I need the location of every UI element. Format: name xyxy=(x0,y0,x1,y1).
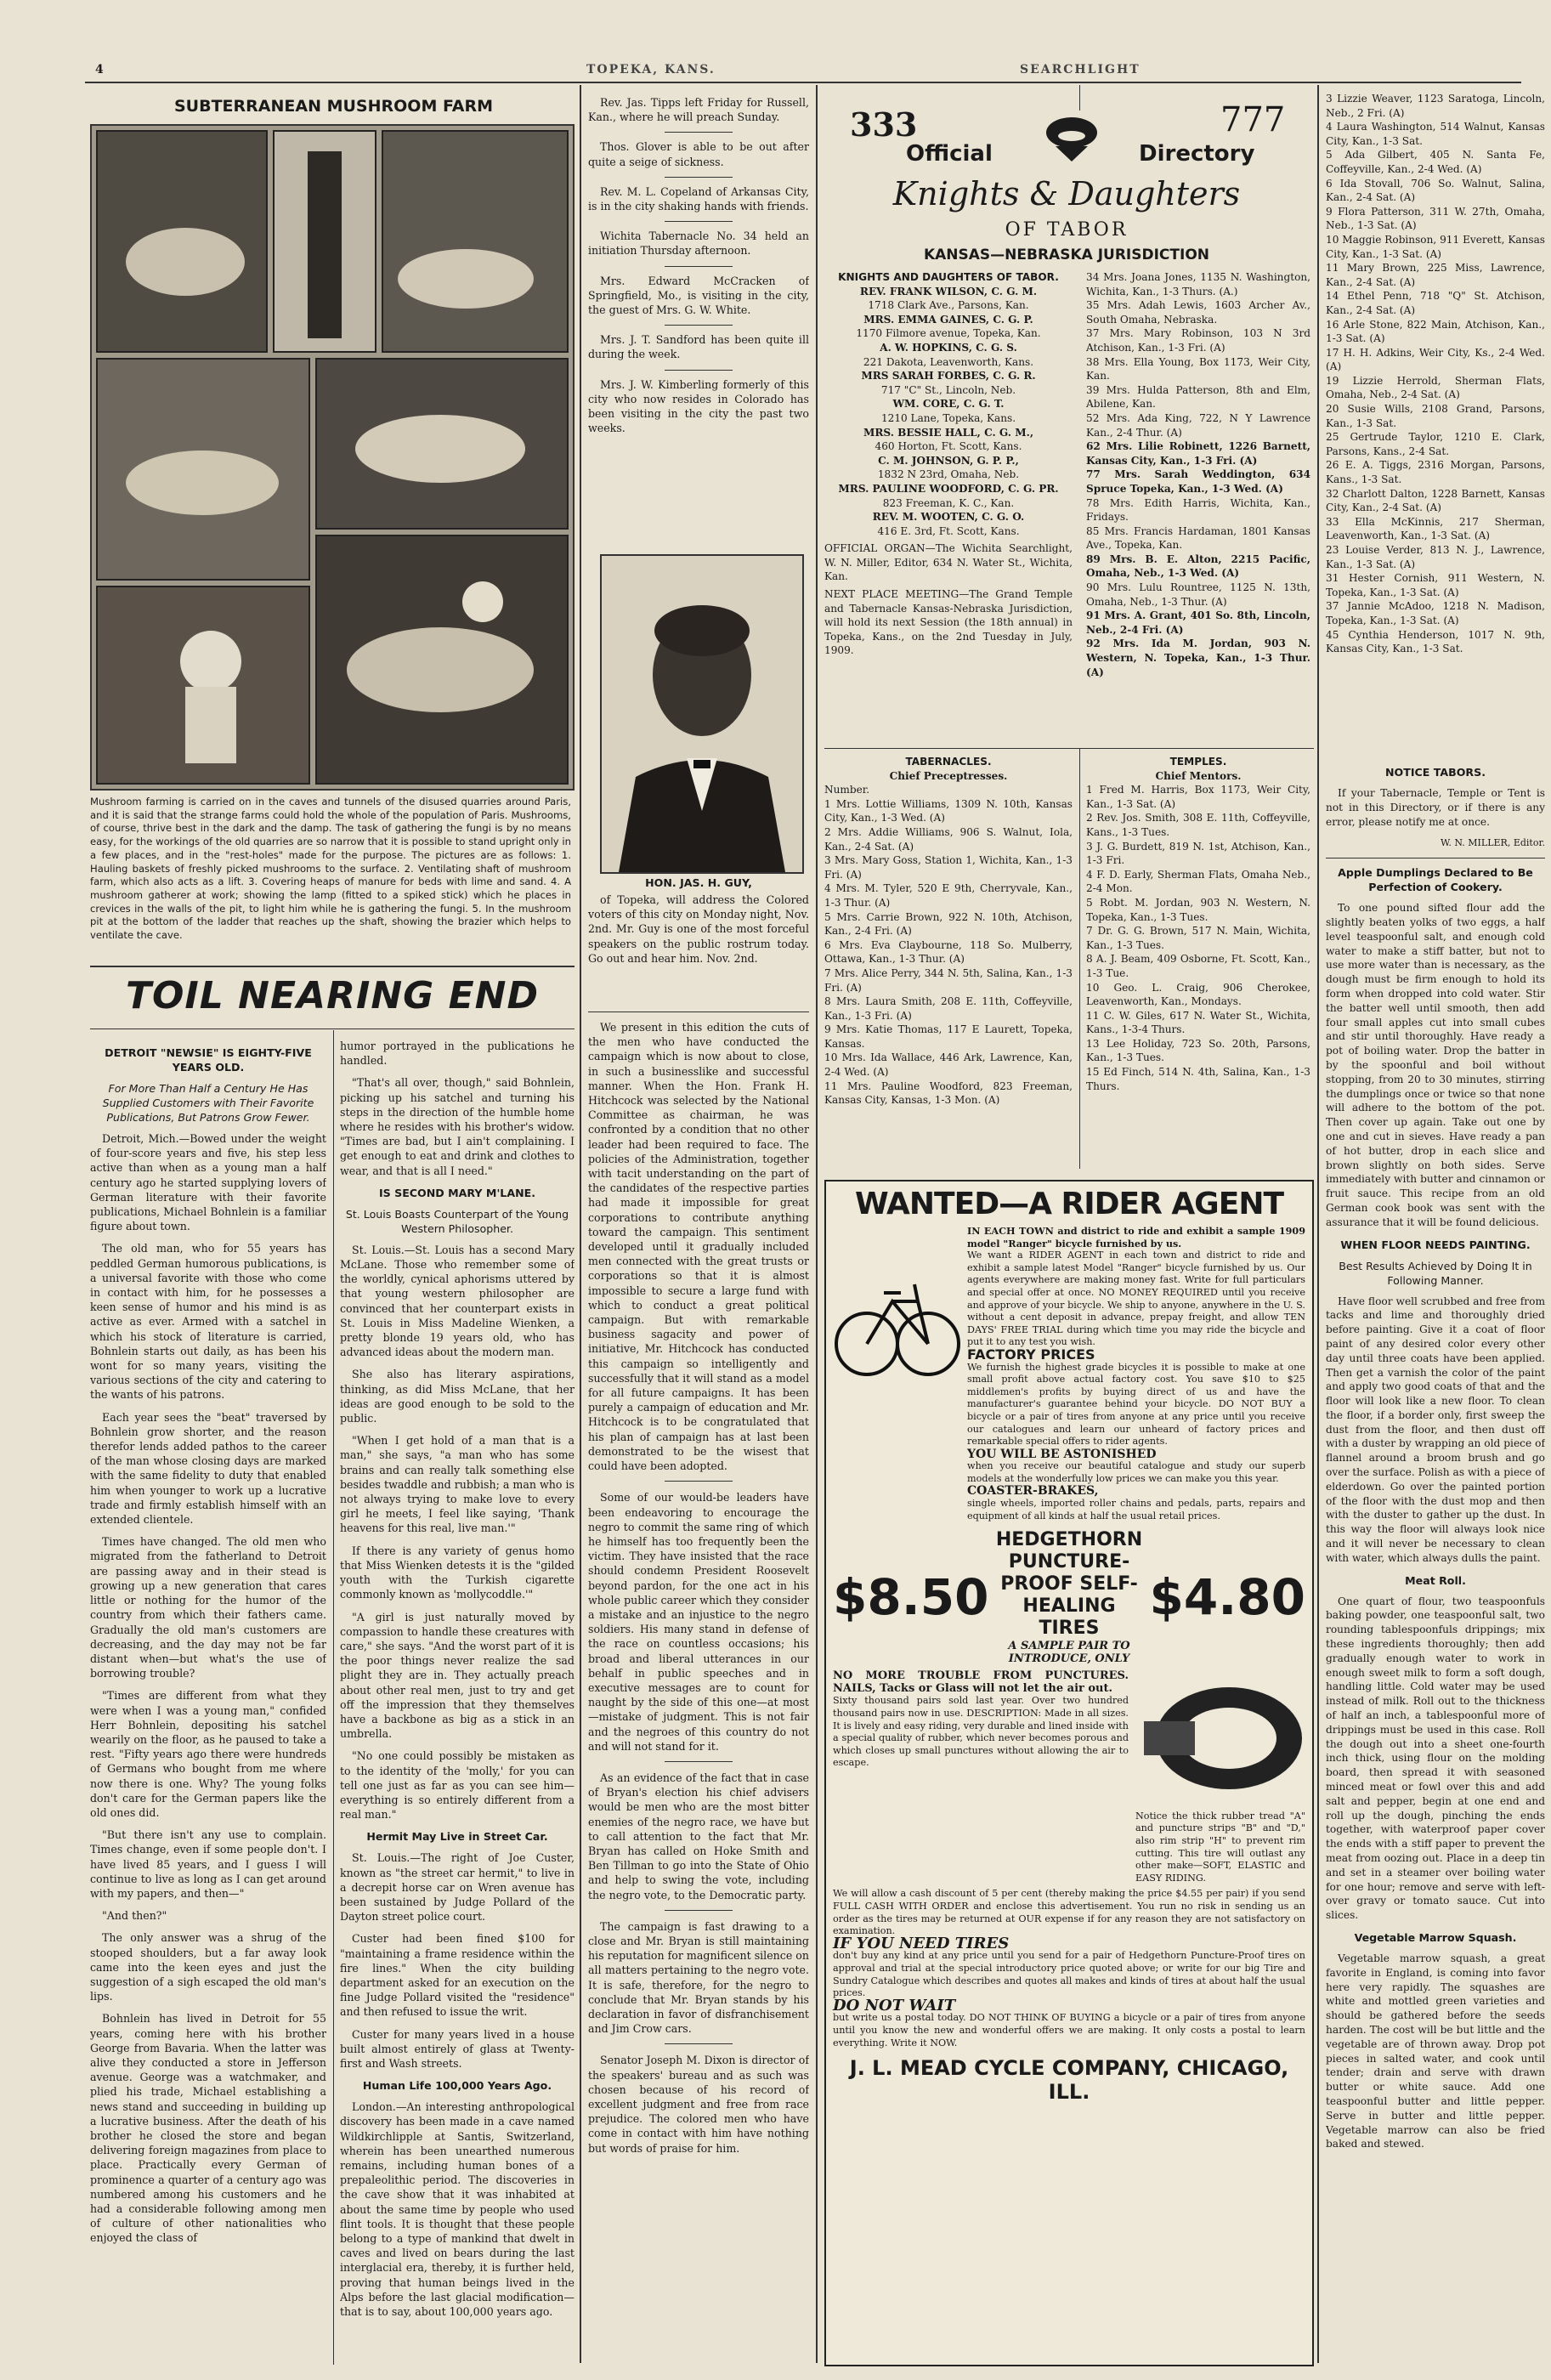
editorial-column xyxy=(588,1020,809,2367)
tabernacle-entry: 1 Mrs. Lottie Williams, 1309 N. 10th, Kansas City, Kan., 1-3 Wed. (A) xyxy=(824,797,1073,824)
local-item: Rev. M. L. Copeland of Arkansas City, is in the city shaking hands with friends. xyxy=(588,184,809,213)
ad-nails: NO MORE TROUBLE FROM PUNCTURES. NAILS, Tacks or Glass will not let the air out. xyxy=(833,1669,1129,1695)
tabernacle-entry: 11 Mrs. Pauline Woodford, 823 Freeman, Kansas City, Kansas, 1-3 Mon. (A) xyxy=(824,1080,1073,1107)
toil-title: TOIL NEARING END xyxy=(126,974,539,1017)
officer-entry: 221 Dakota, Leavenworth, Kans. xyxy=(863,355,1034,368)
portrait-picture xyxy=(602,556,802,872)
officer-entry: REV. M. WOOTEN, C. G. O. xyxy=(872,511,1025,524)
veg-title: Vegetable Marrow Squash. xyxy=(1354,1930,1517,1944)
temple-entry: 4 F. D. Early, Sherman Flats, Omaha Neb., 2-4 Mon. xyxy=(1086,868,1310,895)
mushroom-picture xyxy=(92,126,573,789)
toil-paragraph: "But there isn't any use to complain. Times change, even if some people don't. I have lived 85 years, and I guess I will continue to live as long as I can get around with my papers, and then—" xyxy=(90,1828,326,1900)
temple-entry: 6 Ida Stovall, 706 So. Walnut, Salina, Kan., 2-4 Sat. (A) xyxy=(1326,177,1545,204)
mushroom-caption xyxy=(90,796,571,966)
officer-entry: 1832 N 23rd, Omaha, Neb. xyxy=(877,468,1020,481)
item-divider xyxy=(665,177,733,178)
tabernacle-entry: 6 Mrs. Eva Claybourne, 118 So. Mulberry, Ottawa, Kan., 1-3 Thur. (A) xyxy=(824,938,1073,966)
ad-need-tires: IF YOU NEED TIRES xyxy=(833,1934,1010,1952)
second-mary-head: IS SECOND MARY M'LANE. xyxy=(378,1186,536,1199)
portrait-caption: HON. JAS. H. GUY, xyxy=(645,876,752,889)
next-meeting: NEXT PLACE MEETING—The Grand Temple and Tabernacle Kansas-Nebraska Jurisdiction, will hold its next Session (the 18th annual) in Topeka, Kans., on the 2nd Tuesday in July, 1909. xyxy=(824,588,1073,657)
officer-entry: MRS. PAULINE WOODFORD, C. G. PR. xyxy=(838,482,1059,495)
item-divider xyxy=(665,221,733,222)
temple-entry: 2 Rev. Jos. Smith, 308 E. 11th, Coffeyville, Kans., 1-3 Tues. xyxy=(1086,812,1310,838)
tabernacle-entry: 3 Mrs. Mary Goss, Station 1, Wichita, Kan., 1-3 Fri. (A) xyxy=(824,854,1073,881)
tabernacle-entry: 89 Mrs. B. E. Alton, 2215 Pacific, Omaha, Neb., 1-3 Wed. (A) xyxy=(1086,552,1310,580)
hermit-paragraph: Custer for many years lived in a house built almost entirely of glass at Twenty-first and Wash streets. xyxy=(340,2027,575,2070)
directory-title-left: Official xyxy=(906,141,993,167)
temple-entry: 26 E. A. Tiggs, 2316 Morgan, Parsons, Kans., 1-3 Sat. xyxy=(1326,459,1545,486)
tabernacle-entry: 10 Mrs. Ida Wallace, 446 Ark, Lawrence, Kan, 2-4 Wed. (A) xyxy=(824,1051,1073,1079)
temple-entry: 10 Geo. L. Craig, 906 Cherokee, Leavenworth, Kan., Mondays. xyxy=(1086,981,1310,1008)
ad-lower-text xyxy=(833,1888,1305,2049)
temple-entry: 20 Susie Wills, 2108 Grand, Parsons, Kan., 1-3 Sat. xyxy=(1326,403,1545,429)
local-item: Mrs. Edward McCracken of Springfield, Mo., is visiting in the city, the guest of Mrs. G. W. White. xyxy=(588,274,809,317)
rider-agent-ad xyxy=(824,1180,1314,2366)
directory-number-left: 333 xyxy=(850,105,918,144)
emblem-icon xyxy=(1044,109,1100,165)
official-organ: OFFICIAL ORGAN—The Wichita Searchlight, W. N. Miller, Editor, 634 N. Water St., Wichita, Kan. xyxy=(824,542,1073,583)
temple-entry: 16 Arle Stone, 822 Main, Atchison, Kan., 1-3 Sat. (A) xyxy=(1326,318,1545,345)
column-rule xyxy=(1079,748,1080,1169)
mushroom-illustration xyxy=(90,124,575,790)
temple-entry: 5 Robt. M. Jordan, 903 N. Western, N. Topeka, Kan., 1-3 Tues. xyxy=(1086,896,1310,923)
editorial-paragraph: Senator Joseph M. Dixon is director of the speakers' bureau and as such was chosen because of his record of excellent judgment and free from race prejudice. The colored men who have come in contact with him have nothing but words of praise for him. xyxy=(588,2054,809,2155)
meat-title: Meat Roll. xyxy=(1405,1573,1466,1587)
ad-body-4: single wheels, imported roller chains and pedals, parts, repairs and equipment of all kinds at half the usual retail prices. xyxy=(967,1498,1305,1522)
tabernacles-sub: Chief Preceptresses. xyxy=(889,769,1008,782)
tabernacle-entry: 8 Mrs. Laura Smith, 208 E. 11th, Coffeyville, Kan., 1-3 Fri. (A) xyxy=(824,995,1073,1022)
mary-paragraph: "When I get hold of a man that is a man," she says, "a man who has some brains and can really talk something else besides twaddle and rubbish; a man who is not always trying to make love to every girl he meets, I feel like saying, 'Thank heavens for this real, live man.'" xyxy=(340,1434,575,1535)
tabernacle-entry: 78 Mrs. Edith Harris, Wichita, Kan., Fridays. xyxy=(1086,496,1310,524)
temple-entry: 5 Ada Gilbert, 405 N. Santa Fe, Coffeyville, Kan., 2-4 Wed. (A) xyxy=(1326,149,1545,175)
column-rule xyxy=(816,85,818,2363)
ad-body-5: Sixty thousand pairs sold last year. Over two hundred thousand pairs now in use. DESCRIPTION: Made in all sizes. It is lively and easy riding, very durable and lined inside with a special quality of rubber, which never becomes porous and which closes up small punctures without allowing the air to escape. xyxy=(833,1695,1129,1769)
temples-title: TEMPLES. xyxy=(1169,756,1227,768)
toil-paragraph: Bohnlein has lived in Detroit for 55 years, coming here with his brother George from Bavaria. When the latter was alive they conducted a store in Jefferson avenue. George was a watchmaker, and plied his trade, Michael establishing a news stand and succeeding in building up a lucrative business. After the death of his brother he closed the store and began delivering foreign magazines from place to place. Practically every German of prominence a quarter of a century ago was numbered among his customers and he had a considerable following among men of culture of other nationalities who enjoyed the class of xyxy=(90,2012,326,2245)
local-item: Rev. Jas. Tipps left Friday for Russell, Kan., where he will preach Sunday. xyxy=(588,96,809,124)
temple-entry: 14 Ethel Penn, 718 "Q" St. Atchison, Kan., 2-4 Sat. (A) xyxy=(1326,290,1545,316)
ad-body-1: We want a RIDER AGENT in each town and district to ride and exhibit a sample latest Model "Ranger" bicycle furnished by us. Our agents everywhere are making money fast. Write for full particulars and special offer at once. NO MONEY REQUIRED until you receive and approve of your bicycle. We ship to anyone, anywhere in the U. S. without a cent deposit in advance, prepay freight, and allow TEN DAYS' FREE TRIAL during which time you may ride the bicycle and put it to any test you wish. xyxy=(967,1250,1305,1348)
item-divider xyxy=(665,1481,733,1482)
officer-entry: 1170 Filmore avenue, Topeka, Kan. xyxy=(856,327,1041,340)
officer-entry: 1718 Clark Ave., Parsons, Kan. xyxy=(868,299,1029,312)
portrait-text xyxy=(588,892,809,1003)
floor-text: Have floor well scrubbed and free from tacks and lime and thoroughly dried before painting. Give it a coat of floor paint of any desired color every other day until three coats have been applied. Then get a varnish the color of the paint and apply two good coats of that and the floor will look like a new floor. To clean the floor, if a border only, first sweep the dust from the floor, and then dust off with a duster by wrapping an old piece of flannel around a broom brush and go over the surface. Polish as with a piece of elderdown. Go over the painted portion of the floor with the dust mop and then with the duster to gather up the dust. In this way the floor will always look nice and it will never be necessary to clean with water, which always dulls the paint. xyxy=(1326,1295,1545,1564)
col6-articles xyxy=(1326,765,1545,2363)
officer-entry: 717 "C" St., Lincoln, Neb. xyxy=(880,383,1016,396)
toil-column-1 xyxy=(90,1039,326,2365)
item-divider xyxy=(665,266,733,267)
tabernacle-entry: 37 Mrs. Mary Robinson, 103 N 3rd Atchison, Kan., 1-3 Fri. (A) xyxy=(1086,327,1310,354)
mary-paragraph: "No one could possibly be mistaken as to the identity of the 'molly,' for you can tell one just as far as you can see him—everything is so entirely different from a real man." xyxy=(340,1749,575,1822)
human-life-paragraph: London.—An interesting anthropological discovery has been made in a cave named Wildkirchlipple at Santis, Switzerland, wherein has been unearthed numerous remains, including human bones of a prepaleolithic period. The discoveries in the cave show that it was inhabited at about the same time by people who used flint tools. It is thought that these people belong to a type of mankind that dwelt in caves and lived on bears during the last interglacial era, thereby, it is further held, proving that human beings lived in the Alps before the last glacial modification—that is to say, about 100,000 years ago. xyxy=(340,2100,575,2319)
editorial-paragraph: As an evidence of the fact that in case of Bryan's election his chief advisers would be men who are the most bitter enemies of the negro race, we have but to call attention to the fact that Mr. Bryan has called on Hoke Smith and Ben Tillman to go into the State of Ohio and help to swing the vote, including the negro vote, to the Democratic party. xyxy=(588,1771,809,1901)
tabernacle-entry: 2 Mrs. Addie Williams, 906 S. Walnut, Iola, Kan., 2-4 Sat. (A) xyxy=(824,825,1073,853)
ad-mid-text xyxy=(833,1670,1129,1884)
officer-entry: A. W. HOPKINS, C. G. S. xyxy=(880,341,1017,354)
tabernacle-entry: 62 Mrs. Lilie Robinett, 1226 Barnett, Kansas City, Kan., 1-3 Fri. (A) xyxy=(1086,440,1310,467)
local-news-column xyxy=(588,95,809,537)
item-divider xyxy=(665,370,733,371)
temples-col6-list xyxy=(1326,92,1545,772)
temple-entry: 19 Lizzie Herrold, Sherman Flats, Omaha, Neb., 2-4 Sat. (A) xyxy=(1326,374,1545,401)
temple-entry: 1 Fred M. Harris, Box 1173, Weir City, Kan., 1-3 Sat. (A) xyxy=(1086,784,1310,810)
officer-entry: 416 E. 3rd, Ft. Scott, Kans. xyxy=(877,524,1020,537)
toil-paragraph: The only answer was a shrug of the stooped shoulders, but a far away look came into the keen eyes and just the suggestion of a sigh escaped the old man's lips. xyxy=(90,1931,326,2003)
ad-sample: A SAMPLE PAIR TO INTRODUCE, ONLY xyxy=(1008,1640,1130,1666)
officer-entry: 460 Horton, Ft. Scott, Kans. xyxy=(875,440,1022,453)
ad-company: J. L. MEAD CYCLE COMPANY, CHICAGO, ILL. xyxy=(849,2056,1289,2105)
tabernacle-entry: 38 Mrs. Ella Young, Box 1173, Weir City, Kan. xyxy=(1086,355,1310,382)
hermit-paragraph: Custer had been fined $100 for "maintaining a frame residence within the fire lines." When the city building department asked for an execution on the fine Judge Pollard visited the "residence" and then refused to issue the writ. xyxy=(340,1932,575,2019)
officer-entry: 823 Freeman, K. C., Kan. xyxy=(882,496,1015,509)
floor-sub: Best Results Achieved by Doing It in Following Manner. xyxy=(1339,1259,1532,1287)
tabernacles-title: TABERNACLES. xyxy=(905,756,992,768)
toil-paragraph: humor portrayed in the publications he handled. xyxy=(340,1040,575,1068)
ad-top-text xyxy=(967,1225,1305,1522)
apple-text: To one pound sifted flour add the slightly beaten yolks of two eggs, a half level teaspoonful salt, and enough cold water to make a stiff batter, but not to use more water than is necessary, as the dough must be firm enough to hold its form when dropped into cold water. Stir the batter well until smooth, then add four small apples cut into small cubes and stir until thoroughly. Have ready a pot of boiling water. Drop the batter in by the spoonful and boil without stopping, from 20 to 30 minutes, stirring the dumplings once or twice so that none will adhere to the bottom of the pot. Then cover up again. Take out one by one and cut in sieves. Have ready a pan of hot butter, drop in each slice and brown slightly on both sides. Serve immediately with butter and cinnamon or fruit sauce. This recipe from an old German cook book was sent with the assurance that it will be found delicious. xyxy=(1326,902,1545,1228)
ad-dont-wait: DO NOT WAIT xyxy=(833,1996,956,2014)
item-divider xyxy=(665,1910,733,1911)
ad-inner xyxy=(826,1182,1312,2109)
apple-title: Apple Dumplings Declared to Be Perfection of Cookery. xyxy=(1338,866,1533,894)
bicycle-icon xyxy=(833,1225,960,1386)
officer-entry: REV. FRANK WILSON, C. G. M. xyxy=(859,285,1038,298)
notice-title: NOTICE TABORS. xyxy=(1385,766,1486,779)
temple-entry: 3 J. G. Burdett, 819 N. 1st, Atchison, Kan., 1-3 Fri. xyxy=(1086,840,1310,867)
temple-entry: 3 Lizzie Weaver, 1123 Saratoga, Lincoln, Neb., 2 Fri. (A) xyxy=(1326,93,1545,119)
temple-entry: 15 Ed Finch, 514 N. 4th, Salina, Kan., 1-3 Thurs. xyxy=(1086,1066,1310,1092)
masthead-left-title: TOPEKA, KANS. xyxy=(586,63,716,76)
hermit-head: Hermit May Live in Street Car. xyxy=(366,1830,548,1844)
editorial-paragraph: The campaign is fast drawing to a close and Mr. Bryan is still maintaining his reputation for magnificent silence on all matters pertaining to the negro vote. It is safe, therefore, for the negro to conclude that Mr. Bryan stands by his declaration in favor of disfranchisement and Jim Crow cars. xyxy=(588,1919,809,2036)
temples-list xyxy=(1086,755,1310,1171)
directory-title-right: Directory xyxy=(1139,141,1255,167)
directory-officers xyxy=(824,270,1073,746)
officer-entry: MRS SARAH FORBES, C. G. R. xyxy=(861,370,1036,382)
temple-entry: 33 Ella McKinnis, 217 Sherman, Leavenworth, Kan., 1-3 Sat. (A) xyxy=(1326,515,1545,542)
local-item: Thos. Glover is able to be out after quite a seige of sickness. xyxy=(588,140,809,168)
officer-entry: MRS. BESSIE HALL, C. G. M., xyxy=(863,426,1034,439)
directory-jurisdiction: KANSAS—NEBRASKA JURISDICTION xyxy=(923,246,1210,264)
ad-body-3: when you receive our beautiful catalogue and study our superb models at the wonderfully low prices we can make you this year. xyxy=(967,1460,1305,1484)
mushroom-title: SUBTERRANEAN MUSHROOM FARM xyxy=(173,97,494,116)
floor-title: WHEN FLOOR NEEDS PAINTING. xyxy=(1340,1238,1531,1251)
directory-number-right: 777 xyxy=(1220,100,1286,139)
item-divider xyxy=(665,325,733,326)
tabernacle-entry: 77 Mrs. Sarah Weddington, 634 Spruce Topeka, Kan., 1-3 Wed. (A) xyxy=(1086,468,1310,495)
ad-tires: HEDGETHORN PUNCTURE-PROOF SELF-HEALING TIRES xyxy=(995,1529,1143,1640)
toil-paragraph: "That's all over, though," said Bohnlein, picking up his satchel and turning his steps in the direction of the humble home where he resides with his brother's widow. "Times are bad, but I ain't complaining. I get enough to eat and drink and clothes to wear, and that is all I need." xyxy=(340,1076,575,1177)
temple-entry: 4 Laura Washington, 514 Walnut, Kansas City, Kan., 1-3 Sat. xyxy=(1326,121,1545,147)
temple-entry: 10 Maggie Robinson, 911 Everett, Kansas City, Kan., 1-3 Sat. (A) xyxy=(1326,233,1545,260)
officer-entry: WM. CORE, C. G. T. xyxy=(892,398,1005,411)
ad-top-row xyxy=(833,1225,1305,1522)
ad-mid-row xyxy=(833,1670,1305,1884)
column-rule xyxy=(333,1030,334,2365)
masthead-right-title: SEARCHLIGHT xyxy=(1020,63,1141,76)
temple-entry: 25 Gertrude Taylor, 1210 E. Clark, Parsons, Kans., 2-4 Sat. xyxy=(1326,431,1545,457)
officer-entry: 1210 Lane, Topeka, Kans. xyxy=(880,411,1016,424)
tabernacles-number-label: Number. xyxy=(824,784,870,796)
temple-entry: 11 C. W. Giles, 617 N. Water St., Wichita, Kans., 1-3-4 Thurs. xyxy=(1086,1009,1310,1036)
ad-headline-side: IN EACH TOWN and district to ride and exhibit a sample 1909 model "Ranger" bicycle furnished by us. xyxy=(967,1225,1305,1250)
temple-entry: 9 Flora Patterson, 311 W. 27th, Omaha, Neb., 1-3 Sat. (A) xyxy=(1326,205,1545,232)
mary-paragraph: She also has literary aspirations, thinking, as did Miss McLane, that her ideas are good enough to be sold to the public. xyxy=(340,1368,575,1425)
tabernacle-entry: 5 Mrs. Carrie Brown, 922 N. 10th, Atchison, Kan., 2-4 Fri. (A) xyxy=(824,910,1073,938)
ad-tire-heading xyxy=(995,1529,1142,1665)
item-divider xyxy=(665,2043,733,2044)
officer-entry: C. M. JOHNSON, G. P. P., xyxy=(878,454,1019,467)
toil-paragraph: "And then?" xyxy=(102,1909,167,1923)
temple-entry: 37 Jannie McAdoo, 1218 N. Madison, Topeka, Kan., 1-3 Sat. (A) xyxy=(1326,600,1545,626)
temple-entry: 8 A. J. Beam, 409 Osborne, Ft. Scott, Kan., 1-3 Tue. xyxy=(1086,953,1310,979)
temple-entry: 13 Lee Holiday, 723 So. 20th, Parsons, Kan., 1-3 Tues. xyxy=(1086,1037,1310,1064)
mary-paragraph: If there is any variety of genus homo that Miss Wienken detests it is the "gilded youth with the Turkish cigarette commonly known as 'mollycoddle.'" xyxy=(340,1544,575,1601)
ad-body-6: We will allow a cash discount of 5 per cent (thereby making the price $4.55 per pair) if you send FULL CASH WITH ORDER and enclose this advertisement. You run no risk in sending us an order as the tires may be returned at OUR expense if for any reason they are not satisfactory on examination. xyxy=(833,1888,1305,1937)
toil-subhead: DETROIT "NEWSIE" IS EIGHTY-FIVE YEARS OLD. xyxy=(105,1046,312,1074)
tabernacle-entry: 90 Mrs. Lulu Rountree, 1125 N. 13th, Omaha, Neb., 1-3 Thur. (A) xyxy=(1086,581,1310,608)
directory-of: OF TABOR xyxy=(1005,219,1129,241)
section-rule xyxy=(824,748,1314,749)
ad-body-8: but write us a postal today. DO NOT THINK OF BUYING a bicycle or a pair of tires from anyone until you know the new and wonderful offers we are making. It only costs a postal to learn everything. Write it NOW. xyxy=(833,2012,1305,2048)
tabernacle-entry: 91 Mrs. A. Grant, 401 So. 8th, Lincoln, Neb., 2-4 Fri. (A) xyxy=(1086,609,1310,636)
tabernacle-entry: 92 Mrs. Ida M. Jordan, 903 N. Western, N. Topeka, Kan., 1-3 Thur. (A) xyxy=(1086,638,1310,678)
portrait-text-body: of Topeka, will address the Colored voters of this city on Monday night, Nov. 2nd. Mr. Guy is one of the most forceful speakers on the public rostrum today. Go out and hear him. Nov. 2nd. xyxy=(588,893,809,965)
tabernacles-list xyxy=(824,755,1073,1171)
human-life-head: Human Life 100,000 Years Ago. xyxy=(362,2079,552,2093)
ad-notice: Notice the thick rubber tread "A" and puncture strips "B" and "D," also rim strip "H" to prevent rim cutting. This tire will outlast any other make—SOFT, ELASTIC and EASY RIDING. xyxy=(1135,1810,1305,1884)
ad-body-2: We furnish the highest grade bicycles it is possible to make at one small profit above actual factory cost. You save $10 to $25 middlemen's profits by buying direct of us and have the manufacturer's guarantee behind your bicycle. DO NOT BUY a bicycle or a pair of tires from anyone at any price until you receive our catalogues and learn our unheard of factory prices and remarkable special offers to rider agents. xyxy=(967,1361,1305,1448)
tabernacle-entry: 9 Mrs. Katie Thomas, 117 E Laurett, Topeka, Kansas. xyxy=(824,1023,1073,1050)
section-rule xyxy=(90,966,575,967)
ad-factory: FACTORY PRICES xyxy=(967,1346,1095,1363)
ad-astonished: YOU WILL BE ASTONISHED xyxy=(967,1447,1157,1461)
local-item: Mrs. J. T. Sandford has been quite ill during the week. xyxy=(588,333,809,361)
mary-paragraph: "A girl is just naturally moved by compassion to handle these creatures with care," she says. "And the worst part of it is the poor things never realize the sad plight they are in. They actually preach about other real men, just to try and get off the impression that they themselves have a backbone as big as a stick in an umbrella. xyxy=(340,1610,575,1741)
column-rule xyxy=(1079,85,1080,110)
temple-entry: 32 Charlott Dalton, 1228 Barnett, Kansas City, Kan., 2-4 Sat. (A) xyxy=(1326,487,1545,514)
editorial-paragraph: Some of our would-be leaders have been endeavoring to encourage the negro to commit the same ring of which he himself has too frequently been the victim. They have insisted that the race should condemn President Roosevelt beyond pardon, for the one act in his whole public career which they consider a mistake and an injustice to the negro soldiers. His many stand in defense of the race on countless occasions; his broad and liberal utterances in our behalf in public speeches and in executive messages are to count for naught by the side of this one—at most—mistake of judgment. This is not fair and the negroes of this country do not and will not stand for it. xyxy=(588,1491,809,1753)
temple-entry: 17 H. H. Adkins, Weir City, Ks., 2-4 Wed. (A) xyxy=(1326,346,1545,373)
tabernacle-entry: 35 Mrs. Adah Lewis, 1603 Archer Av., South Omaha, Nebraska. xyxy=(1086,299,1310,326)
tabernacles-right-list xyxy=(1086,270,1310,746)
section-rule xyxy=(90,1028,575,1029)
masthead-rule xyxy=(85,82,1521,83)
toil-paragraph: Times have changed. The old men who migrated from the fatherland to Detroit are passing away and in their stead is growing up a new generation that cares little or nothing for the humor of the country from which their fathers came. Gradually the old man's customers are decreasing, and the day may not be far distant when—but what's the use of borrowing trouble? xyxy=(90,1535,326,1680)
hermit-paragraph: St. Louis.—The right of Joe Custer, known as "the street car hermit," to live in a decrepit horse car on Wren avenue has been sustained by Judge Pollard of the Dayton street police court. xyxy=(340,1851,575,1924)
officers-title: KNIGHTS AND DAUGHTERS OF TABOR. xyxy=(838,271,1059,283)
temple-entry: 7 Dr. G. G. Brown, 517 N. Main, Wichita, Kan., 1-3 Tues. xyxy=(1086,925,1310,951)
ad-coaster: COASTER-BRAKES, xyxy=(967,1484,1099,1499)
directory-org: Knights & Daughters xyxy=(892,175,1241,212)
tabernacle-entry: 7 Mrs. Alice Perry, 344 N. 5th, Salina, Kan., 1-3 Fri. (A) xyxy=(824,966,1073,994)
tire-icon xyxy=(1135,1670,1305,1884)
ad-body-7: don't buy any kind at any price until you send for a pair of Hedgethorn Puncture-Proof tires on approval and trial at the special introductory price quoted above; or write for our big Tire and Sundry Catalogue which describes and quotes all makes and kinds of tires at about half the usual prices. xyxy=(833,1950,1305,1999)
local-item: Wichita Tabernacle No. 34 held an initiation Thursday afternoon. xyxy=(588,230,809,258)
column-rule xyxy=(580,85,581,2363)
tabernacle-entry: 52 Mrs. Ada King, 722, N Y Lawrence Kan., 2-4 Thur. (A) xyxy=(1086,411,1310,439)
portrait-guy xyxy=(600,554,804,874)
toil-subhead-2: For More Than Half a Century He Has Supplied Customers with Their Favorite Publications, But Patrons Grow Fewer. xyxy=(102,1082,314,1124)
mary-paragraph: St. Louis.—St. Louis has a second Mary McLane. Those who remember some of the worldly, cynical aphorisms uttered by that young western philosopher are convinced that her counterpart exists in St. Louis in Miss Madeline Wienken, a pretty blonde 19 years old, who has advanced ideas about the modern man. xyxy=(340,1243,575,1359)
temple-entry: 23 Louise Verder, 813 N. J., Lawrence, Kan., 1-3 Sat. (A) xyxy=(1326,544,1545,570)
item-divider xyxy=(665,1761,733,1762)
toil-paragraph: "Times are different from what they were when I was a young man," confided Herr Bohnlein, depositing his satchel wearily on the floor, as he paused to take a rest. "Fifty years ago there were hundreds of Germans who bought from me where now there is one. Why? The young folks don't care for the German papers like the old ones did. xyxy=(90,1689,326,1819)
toil-paragraph: Each year sees the "beat" traversed by Bohnlein grow shorter, and the reason therefor lends added pathos to the career of the man whose closing days are marked with the same fidelity to duty that enabled him when younger to work up a lucrative trade and firmly establish himself with an extended clientele. xyxy=(90,1410,326,1527)
toil-column-2 xyxy=(340,1039,575,2365)
ad-price-right: $4.80 xyxy=(1149,1568,1305,1627)
ad-tire-row xyxy=(833,1529,1305,1665)
ad-price-left: $8.50 xyxy=(833,1568,989,1627)
column-rule xyxy=(1317,85,1319,2363)
temples-sub: Chief Mentors. xyxy=(1155,769,1242,782)
mushroom-caption-text: Mushroom farming is carried on in the caves and tunnels of the disused quarries around Paris, and it is said that the strange farms could hold the whole of the population of Paris. Mushrooms, of course, thrive best in the dark and the damp. The task of gathering the fungi is by no means easy, for the workings of the old quarries are so narrow that it is possible to stand upright only in a few places, and in the "rest-holes" made for the purpose. The pictures are as follows: 1. Hauling baskets of freshly picked mushrooms to the surface. 2. Ventilating shaft of mushroom farm, which also acts as a lift. 3. Covering heaps of manure for beds with lime and sand. 4. A mushroom gatherer at work; showing the lamp (fitted to a spiked stick) which he places in crevices in the walls of the pit, to light him while he is gathering the fungi. 5. In the mushroom pit at the bottom of the ladder that reaches up the shaft, showing the brazier which helps to ventilate the cave. xyxy=(90,796,571,942)
editorial-paragraph: We present in this edition the cuts of the men who have conducted the campaign which is now about to close, in such a businesslike and successful manner. When the Hon. Frank H. Hitchcock was selected by the National Committee as chairman, he was confronted by a condition that no other leader had been required to face. The policies of the Administration, together with tacit understanding on the part of the candidates of the respective parties had made it impossible for great corporations to contribute anything toward the campaign. This sentiment developed until it gradually included men connected with the great trusts or corporations so that it is almost impossible to secure a large fund with which to conduct a great political campaign. But with remarkable business sagacity and power of initiative, Mr. Hitchcock has conducted this campaign so intelligently and successfully that it will stand as a model for all future campaigns. It has been purely a campaign of education and Mr. Hitchcock is to be congratulated that his plan of campaign has at last been demonstrated to be the wisest that could have been adopted. xyxy=(588,1021,809,1473)
page-number: 4 xyxy=(95,63,105,76)
tabernacle-entry: 4 Mrs. M. Tyler, 520 E 9th, Cherryvale, Kan., 1-3 Thur. (A) xyxy=(824,882,1073,909)
temple-entry: 31 Hester Cornish, 911 Western, N. Topeka, Kan., 1-3 Sat. (A) xyxy=(1326,572,1545,598)
veg-text: Vegetable marrow squash, a great favorite in England, is coming into favor here very rapidly. The squashes are white and mottled green varieties and should be gathered before the seeds harden. The cost will be but little and the vegetable are of thrown away. Drop pot pieces in salted water, and cook until tender; drain and serve with drawn butter or white sauce. Add one teaspoonful butter and little pepper. Serve in butter and little pepper. Vegetable marrow can also be fried baked and stewed. xyxy=(1326,1952,1545,2150)
ad-headline: WANTED—A RIDER AGENT xyxy=(854,1187,1284,1221)
notice-sign: W. N. MILLER, Editor. xyxy=(1441,837,1545,849)
item-divider xyxy=(665,132,733,133)
toil-paragraph: Detroit, Mich.—Bowed under the weight of four-score years and five, his step less active than when as a young man a half century ago he started supplying lovers of German literature with their favorite publications, Michael Bohnlein is a familiar figure about town. xyxy=(90,1132,326,1233)
local-item: Mrs. J. W. Kimberling formerly of this city who now resides in Colorado has been visiting in the city the past two weeks. xyxy=(588,377,809,435)
toil-paragraph: The old man, who for 55 years has peddled German humorous publications, is a universal favorite with those who come in contact with him, for he possesses a keen sense of humor and his mind is as active as ever. Armed with a satchel in which his stock of literature is carried, Bohnlein starts out daily, as has been his wont for so many years, visiting the various sections of the city and catering to the wants of his patrons. xyxy=(90,1242,326,1402)
temple-entry: 45 Cynthia Henderson, 1017 N. 9th, Kansas City, Kan., 1-3 Sat. xyxy=(1326,628,1545,655)
second-mary-sub: St. Louis Boasts Counterpart of the Young Western Philosopher. xyxy=(345,1207,569,1235)
temple-entry: 11 Mary Brown, 225 Miss, Lawrence, Kan., 2-4 Sat. (A) xyxy=(1326,262,1545,288)
tabernacle-entry: 39 Mrs. Hulda Patterson, 8th and Elm, Abilene, Kan. xyxy=(1086,383,1310,411)
officer-entry: MRS. EMMA GAINES, C. G. P. xyxy=(863,313,1033,326)
notice-text: If your Tabernacle, Temple or Tent is not in this Directory, or if there is any error, please notify me at once. xyxy=(1326,787,1545,828)
tabernacle-entry: 85 Mrs. Francis Hardaman, 1801 Kansas Ave., Topeka, Kan. xyxy=(1086,524,1310,552)
tabernacle-entry: 34 Mrs. Joana Jones, 1135 N. Washington, Wichita, Kan., 1-3 Thurs. (A.) xyxy=(1086,271,1310,298)
meat-text: One quart of flour, two teaspoonfuls baking powder, one teaspoonful salt, two rounding tablespoonfuls drippings; mix these ingredients thoroughly; then add gradually enough water to work in enough sweet milk to form a soft dough, handling little. Cold water may be used instead of milk. Roll out to the thickness of half an inch, a tablespoonful more of drippings must be used in this case. Roll the dough out into a sheet one-fourth inch thick, using flour on the molding board, then spread it with seasoned minced meat or fowl over this and add salt and pepper, begin at one end and roll up the dough, pinching the ends together, with waterproof paper cover the ends with a stiff paper to prevent the meat from oozing out. Place in a deep tin and set in a steamer over boiling water for one hour; remove and serve with left-over gravy or tomato sauce. Cut into slices. xyxy=(1326,1595,1545,1922)
